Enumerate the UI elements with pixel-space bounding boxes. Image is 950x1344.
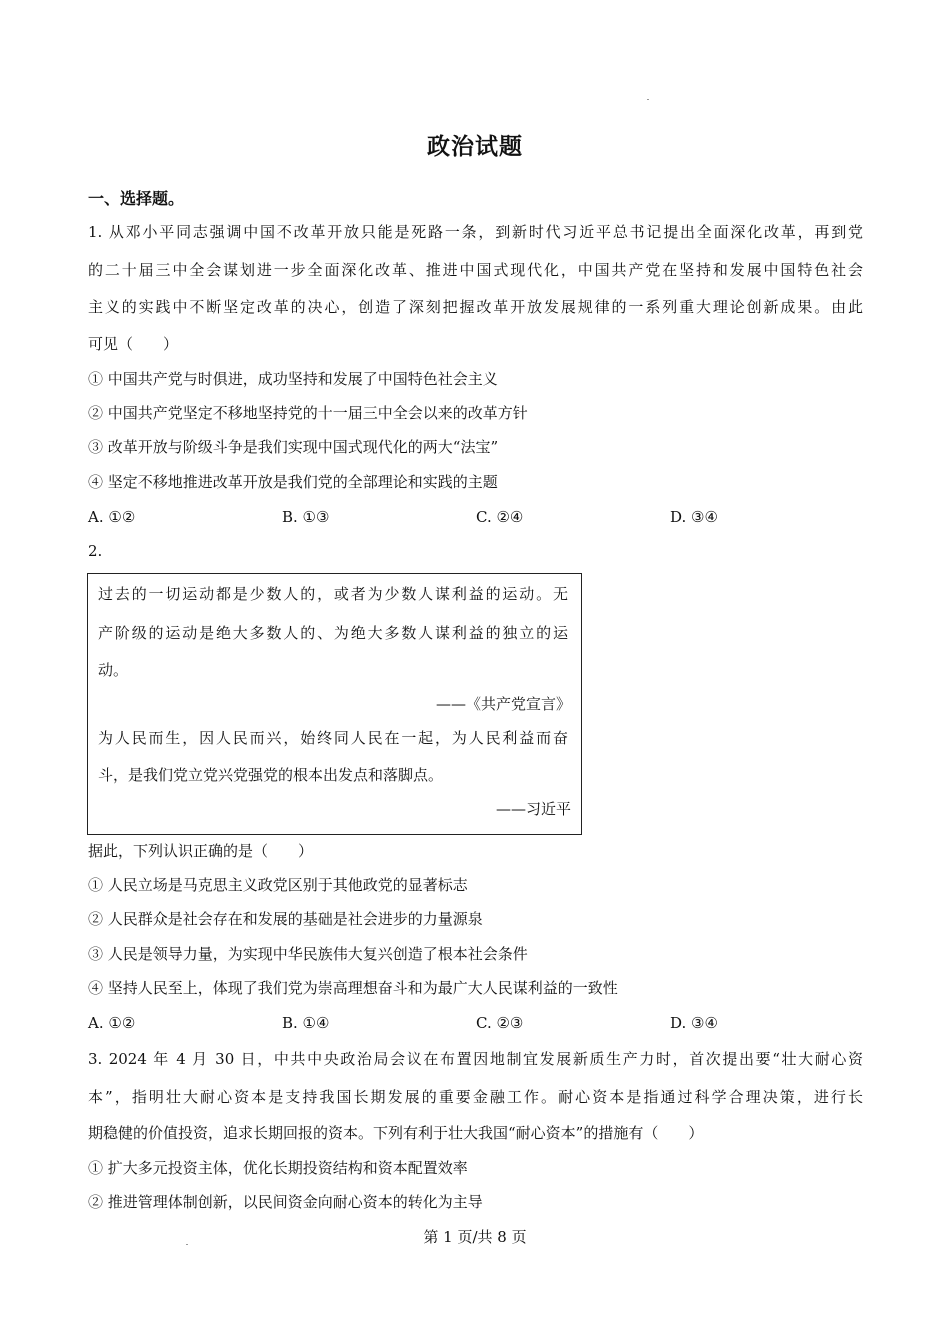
option-a[interactable]: A. ①② [88, 1014, 136, 1032]
q2-number: 2. [88, 542, 103, 560]
option-c[interactable]: C. ②③ [476, 1014, 524, 1032]
section-heading: 一、选择题。 [88, 189, 185, 208]
q3-text-line: 本”，指明壮大耐心资本是支持我国长期发展的重要金融工作。耐心资本是指通过科学合理决策，进行长 [88, 1088, 863, 1106]
quote-line: 动。 [98, 661, 129, 679]
option-b[interactable]: B. ①③ [282, 508, 330, 526]
scan-mark [647, 99, 649, 100]
q1-statement: ③ 改革开放与阶级斗争是我们实现中国式现代化的两大“法宝” [88, 438, 499, 456]
q2-statement: ① 人民立场是马克思主义政党区别于其他政党的显著标志 [88, 876, 468, 894]
q2-statement: ③ 人民是领导力量，为实现中华民族伟大复兴创造了根本社会条件 [88, 945, 528, 963]
quote-source: ——习近平 [495, 800, 571, 818]
q1-text-line: 的二十届三中全会谋划进一步全面深化改革、推进中国式现代化，中国共产党在坚持和发展中国特色社会 [88, 261, 863, 279]
option-b[interactable]: B. ①④ [282, 1014, 330, 1032]
option-a[interactable]: A. ①② [88, 508, 136, 526]
q1-text-line: 主义的实践中不断坚定改革的决心，创造了深刻把握改革开放发展规律的一系列重大理论创新成果。由此 [88, 298, 863, 316]
q2-stem: 据此，下列认识正确的是（ ） [88, 842, 314, 860]
q1-text-line: 可见（ ） [88, 335, 179, 353]
q1-text-line: 1. 从邓小平同志强调中国不改革开放只能是死路一条，到新时代习近平总书记提出全面深化改革，再到党 [88, 223, 863, 241]
page-footer: 第 1 页/共 8 页 [423, 1228, 527, 1246]
option-d[interactable]: D. ③④ [670, 508, 718, 526]
quote-box [87, 573, 582, 835]
quote-line: 斗，是我们党立党兴党强党的根本出发点和落脚点。 [98, 766, 444, 784]
q3-statement: ② 推进管理体制创新，以民间资金向耐心资本的转化为主导 [88, 1193, 483, 1211]
q2-statement: ② 人民群众是社会存在和发展的基础是社会进步的力量源泉 [88, 910, 483, 928]
q1-statement: ① 中国共产党与时俱进，成功坚持和发展了中国特色社会主义 [88, 370, 498, 388]
q3-text-line: 期稳健的价值投资，追求长期回报的资本。下列有利于壮大我国“耐心资本”的措施有（ ） [88, 1124, 704, 1142]
q1-statement: ④ 坚定不移地推进改革开放是我们党的全部理论和实践的主题 [88, 473, 498, 491]
q1-statement: ② 中国共产党坚定不移地坚持党的十一届三中全会以来的改革方针 [88, 404, 528, 422]
option-d[interactable]: D. ③④ [670, 1014, 718, 1032]
page-title: 政治试题 [427, 134, 523, 160]
q3-text-line: 3. 2024 年 4 月 30 日，中共中央政治局会议在布置因地制宜发展新质生产力时，首次提出要“壮大耐心资 [88, 1050, 863, 1068]
q2-statement: ④ 坚持人民至上，体现了我们党为崇高理想奋斗和为最广大人民谋利益的一致性 [88, 979, 618, 997]
option-c[interactable]: C. ②④ [476, 508, 524, 526]
quote-line: 为人民而生，因人民而兴，始终同人民在一起，为人民利益而奋 [98, 729, 568, 747]
quote-source: ——《共产党宣言》 [435, 695, 571, 713]
quote-line: 产阶级的运动是绝大多数人的、为绝大多数人谋利益的独立的运 [98, 624, 568, 642]
quote-line: 过去的一切运动都是少数人的，或者为少数人谋利益的运动。无 [98, 585, 568, 603]
q3-statement: ① 扩大多元投资主体，优化长期投资结构和资本配置效率 [88, 1159, 468, 1177]
